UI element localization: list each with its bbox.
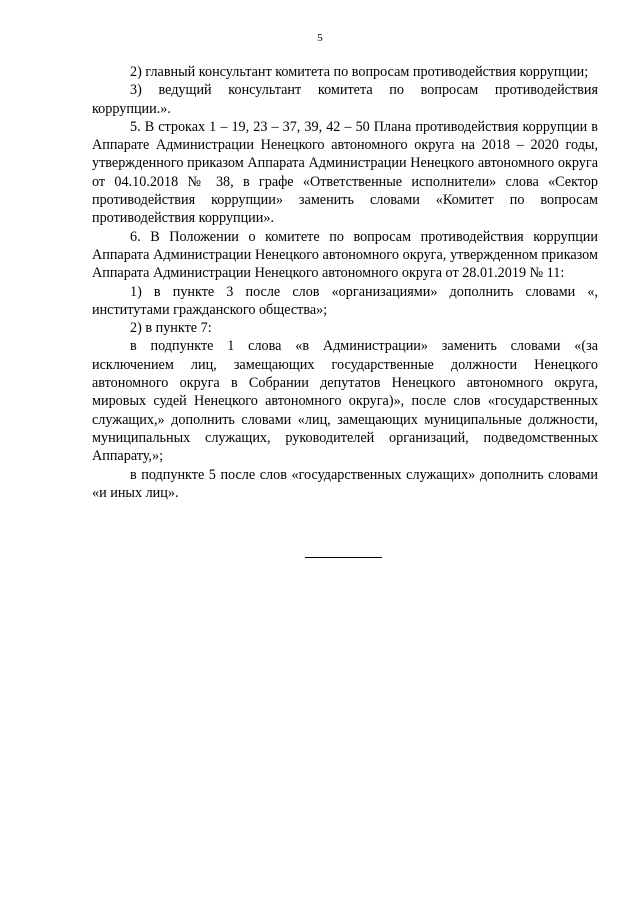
subitem-1: 1) в пункте 3 после слов «организациями» дополнить словами «, институтами гражданского общества»; [92, 283, 598, 318]
document-body [92, 63, 598, 502]
list-item-chief-consultant: 2) главный консультант комитета по вопросам противодействия коррупции; [130, 64, 589, 80]
end-separator-line [305, 557, 382, 558]
subitem-2: 2) в пункте 7: [130, 320, 212, 337]
paragraph-item-5: 5. В строках 1 – 19, 23 – 37, 39, 42 – 50 Плана противодействия коррупции в Аппарате Администрации Ненецкого автономного округа на 2018 – 2020 годы, утвержденного приказом Аппарата Администрации Ненецкого автономного округа от 04.10.2018 № 38, в графе «Ответственные исполнители» слова «Сектор противодействия коррупции» заменить словами «Комитет по вопросам противодействия коррупции». [92, 118, 598, 227]
page-number: 5 [317, 32, 323, 44]
paragraph-item-6: 6. В Положении о комитете по вопросам противодействия коррупции Аппарата Администрации Ненецкого автономного округа, утвержденном приказом Аппарата Администрации Ненецкого автономного округа от 28.01.2019 № 11: [92, 228, 598, 282]
subitem-2-subparagraph-5: в подпункте 5 после слов «государственных служащих» дополнить словами «и иных лиц». [92, 466, 598, 501]
list-item-leading-consultant: 3) ведущий консультант комитета по вопросам противодействия коррупции.». [92, 82, 598, 117]
subitem-2-subparagraph-1: в подпункте 1 слова «в Администрации» заменить словами «(за исключением лиц, замещающих государственные должности Ненецкого автономного округа в Собрании депутатов Ненецкого автономного округа, мировых судей Ненецкого автономного округа)», после слов «государственных служащих,» дополнить словами «лиц, замещающих муниципальные должности, муниципальных служащих, руководителей организаций, подведомственных Аппарату,»; [92, 338, 598, 465]
